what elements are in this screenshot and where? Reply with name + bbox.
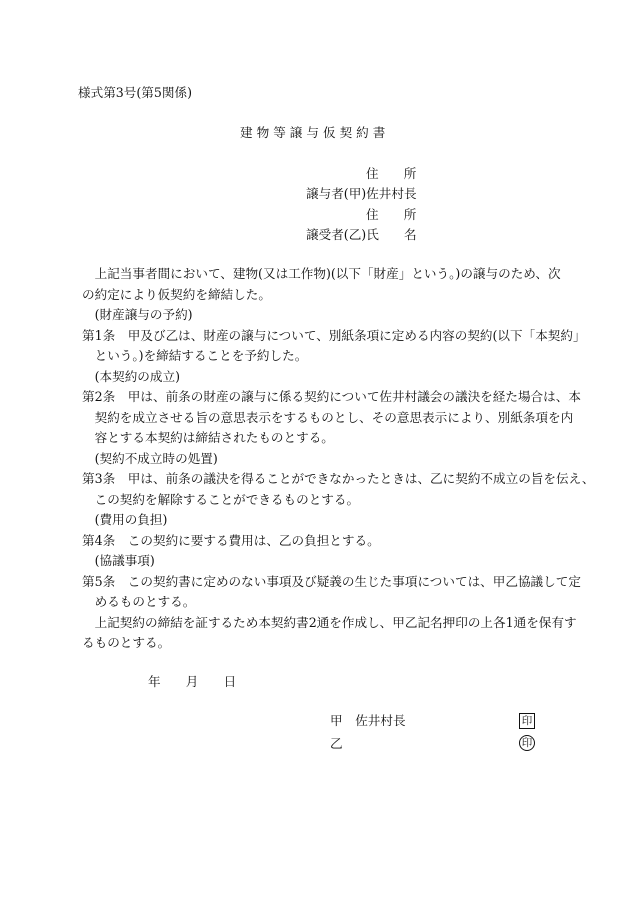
body-line: 上記契約の締結を証するため本契約書2通を作成し、甲乙記名押印の上各1通を保有す <box>82 614 577 630</box>
body-line: この契約を解除することができるものとする。 <box>82 491 360 507</box>
body-line: (費用の負担) <box>82 512 168 527</box>
form-label: 様式第3号(第5関係) <box>78 85 193 100</box>
body-line: の約定により仮契約を締結した。 <box>82 286 271 302</box>
document-title: 建物等譲与仮契約書 <box>240 125 390 140</box>
signature-party-a: 甲 佐井村長 <box>330 713 406 728</box>
grantor-label: 譲与者(甲)佐井村長 <box>306 186 417 201</box>
body-line: という。)を締結することを予約した。 <box>82 348 308 363</box>
date-line: 年 月 日 <box>148 674 237 689</box>
body-line: るものとする。 <box>82 635 171 650</box>
body-line: (契約不成立時の処置) <box>82 450 218 466</box>
body-line: 第1条 甲及び乙は、財産の譲与について、別紙条項に定める内容の契約(以下「本契約」 <box>82 327 586 343</box>
body-line: めるものとする。 <box>82 594 196 609</box>
body-line: 容とする本契約は締結されたものとする。 <box>82 430 334 445</box>
seal-square-icon: 印 <box>519 713 535 729</box>
seal-circle-icon: 印 <box>519 735 535 751</box>
contract-body <box>82 266 595 668</box>
body-line: (協議事項) <box>82 553 155 568</box>
address-label-grantor: 住 所 <box>366 166 417 181</box>
body-line: 第3条 甲は、前条の議決を得ることができなかったときは、乙に契約不成立の旨を伝え、 <box>82 471 595 486</box>
body-line: (本契約の成立) <box>82 368 180 384</box>
body-line: 契約を成立させる旨の意思表示をするものとし、その意思表示により、別紙条項を内 <box>82 409 574 425</box>
body-line: 上記当事者間において、建物(又は工作物)(以下「財産」という。)の譲与のため、次 <box>82 266 561 281</box>
body-line: 第5条 この契約書に定めのない事項及び疑義の生じた事項については、甲乙協議して定 <box>82 573 581 589</box>
signature-party-b: 乙 <box>330 736 343 751</box>
body-line: 第2条 甲は、前条の財産の譲与に係る契約について佐井村議会の議決を経た場合は、本 <box>82 389 581 404</box>
body-line: (財産譲与の予約) <box>82 307 193 322</box>
body-line: 第4条 この契約に要する費用は、乙の負担とする。 <box>82 532 380 548</box>
address-label-grantee: 住 所 <box>366 207 417 222</box>
grantee-label: 譲受者(乙)氏 名 <box>306 227 417 242</box>
